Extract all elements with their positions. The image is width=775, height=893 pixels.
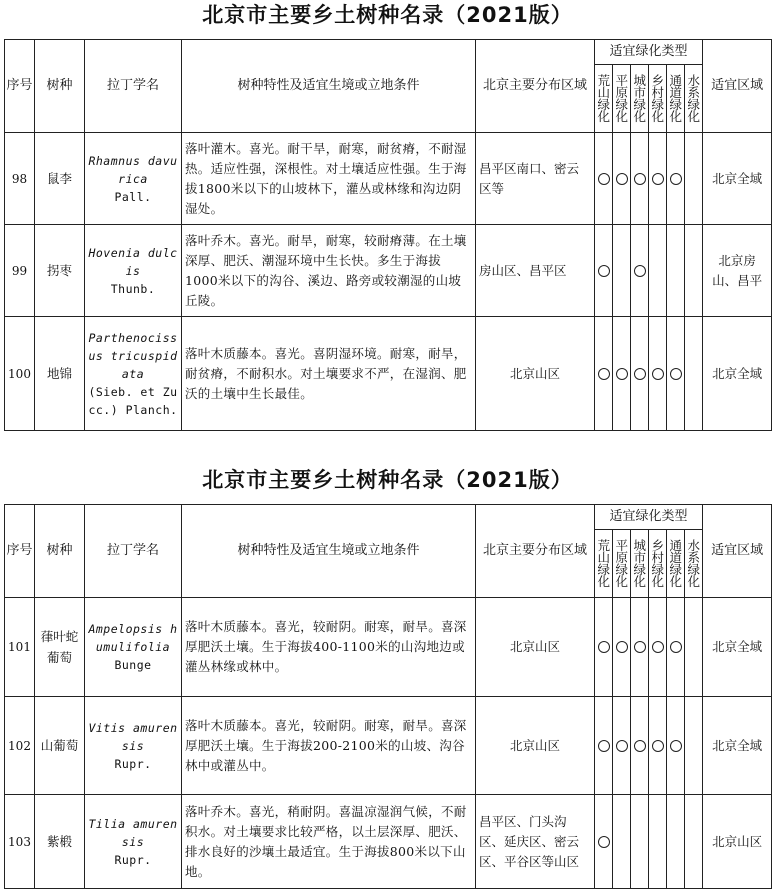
suitability-mark <box>649 598 667 697</box>
suitability-mark <box>595 133 613 225</box>
header-greening-type: 平原绿化 <box>613 530 631 598</box>
latin-name: Parthenocissus tricuspidata (Sieb. et Zucc.) Planch. <box>85 317 182 431</box>
header-greening-type: 乡村绿化 <box>649 65 667 133</box>
suitability-mark <box>685 795 703 889</box>
suitability-mark <box>667 697 685 795</box>
species-traits: 落叶木质藤本。喜光。喜阴湿环境。耐寒，耐旱，耐贫瘠，不耐积水。对土壤要求不严，在湿润、肥沃的土壤中生长最佳。 <box>182 317 476 431</box>
header-suitable-area: 适宜区域 <box>703 505 772 598</box>
suitability-mark <box>631 133 649 225</box>
circle-mark-icon <box>670 368 682 380</box>
circle-mark-icon <box>598 740 610 752</box>
species-name: 拐枣 <box>35 225 85 317</box>
suitability-mark <box>649 225 667 317</box>
circle-mark-icon <box>598 265 610 277</box>
suitability-mark <box>595 697 613 795</box>
circle-mark-icon <box>616 368 628 380</box>
suitability-mark <box>685 225 703 317</box>
suitability-mark <box>613 697 631 795</box>
header-seq: 序号 <box>5 505 35 598</box>
row-number: 100 <box>5 317 35 431</box>
header-greening-type: 城市绿化 <box>631 65 649 133</box>
latin-name: Ampelopsis humulifolia Bunge <box>85 598 182 697</box>
species-table-1 <box>4 39 772 431</box>
header-seq: 序号 <box>5 40 35 133</box>
circle-mark-icon <box>634 265 646 277</box>
species-name: 鼠李 <box>35 133 85 225</box>
species-traits: 落叶乔木。喜光。耐旱，耐寒，较耐瘠薄。在土壤深厚、肥沃、潮湿环境中生长快。多生于海拔1000米以下的沟谷、溪边、路旁或较潮湿的山坡丘陵。 <box>182 225 476 317</box>
suitable-area: 北京全域 <box>703 598 772 697</box>
species-name: 地锦 <box>35 317 85 431</box>
table-row <box>5 598 772 697</box>
circle-mark-icon <box>670 173 682 185</box>
header-traits: 树种特性及适宜生境或立地条件 <box>182 40 476 133</box>
suitable-area: 北京全域 <box>703 133 772 225</box>
suitable-area: 北京全域 <box>703 697 772 795</box>
suitability-mark <box>685 598 703 697</box>
header-species: 树种 <box>35 40 85 133</box>
table-row <box>5 317 772 431</box>
table-row <box>5 225 772 317</box>
row-number: 102 <box>5 697 35 795</box>
header-greening-type: 平原绿化 <box>613 65 631 133</box>
header-greening-group: 适宜绿化类型 <box>595 40 703 65</box>
suitability-mark <box>649 133 667 225</box>
suitability-mark <box>631 317 649 431</box>
table-row <box>5 697 772 795</box>
distribution-area: 昌平区南口、密云区等 <box>476 133 595 225</box>
circle-mark-icon <box>634 740 646 752</box>
suitability-mark <box>595 795 613 889</box>
circle-mark-icon <box>652 641 664 653</box>
suitable-area: 北京全域 <box>703 317 772 431</box>
circle-mark-icon <box>616 740 628 752</box>
header-greening-type: 城市绿化 <box>631 530 649 598</box>
circle-mark-icon <box>598 836 610 848</box>
suitability-mark <box>667 133 685 225</box>
species-name: 紫椴 <box>35 795 85 889</box>
suitability-mark <box>667 317 685 431</box>
row-number: 98 <box>5 133 35 225</box>
row-number: 103 <box>5 795 35 889</box>
circle-mark-icon <box>652 368 664 380</box>
distribution-area: 北京山区 <box>476 697 595 795</box>
suitability-mark <box>649 795 667 889</box>
circle-mark-icon <box>616 641 628 653</box>
species-traits: 落叶灌木。喜光。耐干旱，耐寒，耐贫瘠，不耐湿热。适应性强，深根性。对土壤适应性强。生于海拔1800米以下的山坡林下，灌丛或林缘和沟边阴湿处。 <box>182 133 476 225</box>
species-traits: 落叶木质藤本。喜光，较耐阴。耐寒，耐旱。喜深厚肥沃土壤。生于海拔200-2100米的山坡、沟谷林中或灌丛中。 <box>182 697 476 795</box>
circle-mark-icon <box>598 641 610 653</box>
circle-mark-icon <box>652 740 664 752</box>
header-greening-group: 适宜绿化类型 <box>595 505 703 530</box>
latin-name: Hovenia dulcis Thunb. <box>85 225 182 317</box>
species-name: 山葡萄 <box>35 697 85 795</box>
circle-mark-icon <box>634 368 646 380</box>
circle-mark-icon <box>652 173 664 185</box>
circle-mark-icon <box>634 173 646 185</box>
header-greening-type: 乡村绿化 <box>649 530 667 598</box>
header-greening-type: 通道绿化 <box>667 65 685 133</box>
header-latin: 拉丁学名 <box>85 40 182 133</box>
header-greening-type: 水系绿化 <box>685 530 703 598</box>
circle-mark-icon <box>598 368 610 380</box>
suitability-mark <box>595 317 613 431</box>
suitability-mark <box>685 317 703 431</box>
latin-name: Rhamnus davurica Pall. <box>85 133 182 225</box>
suitability-mark <box>595 598 613 697</box>
page-title-repeat: 北京市主要乡土树种名录（2021版） <box>202 468 573 492</box>
species-name: 葎叶蛇葡萄 <box>35 598 85 697</box>
suitability-mark <box>667 225 685 317</box>
header-greening-type: 水系绿化 <box>685 65 703 133</box>
suitability-mark <box>667 795 685 889</box>
circle-mark-icon <box>670 641 682 653</box>
suitable-area: 北京山区 <box>703 795 772 889</box>
suitability-mark <box>685 697 703 795</box>
header-distribution: 北京主要分布区域 <box>476 40 595 133</box>
suitability-mark <box>631 225 649 317</box>
suitability-mark <box>631 795 649 889</box>
suitability-mark <box>613 225 631 317</box>
latin-name: Tilia amurensis Rupr. <box>85 795 182 889</box>
header-traits: 树种特性及适宜生境或立地条件 <box>182 505 476 598</box>
suitability-mark <box>613 133 631 225</box>
header-suitable-area: 适宜区域 <box>703 40 772 133</box>
suitability-mark <box>649 697 667 795</box>
distribution-area: 房山区、昌平区 <box>476 225 595 317</box>
circle-mark-icon <box>616 173 628 185</box>
suitable-area: 北京房山、昌平 <box>703 225 772 317</box>
circle-mark-icon <box>634 641 646 653</box>
header-distribution: 北京主要分布区域 <box>476 505 595 598</box>
distribution-area: 昌平区、门头沟区、延庆区、密云区、平谷区等山区 <box>476 795 595 889</box>
header-greening-type: 通道绿化 <box>667 530 685 598</box>
header-greening-type: 荒山绿化 <box>595 530 613 598</box>
circle-mark-icon <box>598 173 610 185</box>
page-title: 北京市主要乡土树种名录（2021版） <box>202 3 573 27</box>
species-table-2 <box>4 504 772 889</box>
suitability-mark <box>613 598 631 697</box>
table-row <box>5 795 772 889</box>
suitability-mark <box>631 697 649 795</box>
header-greening-type: 荒山绿化 <box>595 65 613 133</box>
table-row <box>5 133 772 225</box>
distribution-area: 北京山区 <box>476 598 595 697</box>
suitability-mark <box>631 598 649 697</box>
distribution-area: 北京山区 <box>476 317 595 431</box>
species-traits: 落叶乔木。喜光，稍耐阴。喜温凉湿润气候，不耐积水。对土壤要求比较严格，以土层深厚、肥沃、排水良好的沙壤土最适宜。生于海拔800米以下山地。 <box>182 795 476 889</box>
header-latin: 拉丁学名 <box>85 505 182 598</box>
suitability-mark <box>595 225 613 317</box>
suitability-mark <box>613 317 631 431</box>
header-species: 树种 <box>35 505 85 598</box>
circle-mark-icon <box>670 740 682 752</box>
species-traits: 落叶木质藤本。喜光，较耐阴。耐寒，耐旱。喜深厚肥沃土壤。生于海拔400-1100米的山沟地边或灌丛林缘或林中。 <box>182 598 476 697</box>
latin-name: Vitis amurensis Rupr. <box>85 697 182 795</box>
suitability-mark <box>613 795 631 889</box>
suitability-mark <box>649 317 667 431</box>
suitability-mark <box>667 598 685 697</box>
row-number: 99 <box>5 225 35 317</box>
row-number: 101 <box>5 598 35 697</box>
suitability-mark <box>685 133 703 225</box>
